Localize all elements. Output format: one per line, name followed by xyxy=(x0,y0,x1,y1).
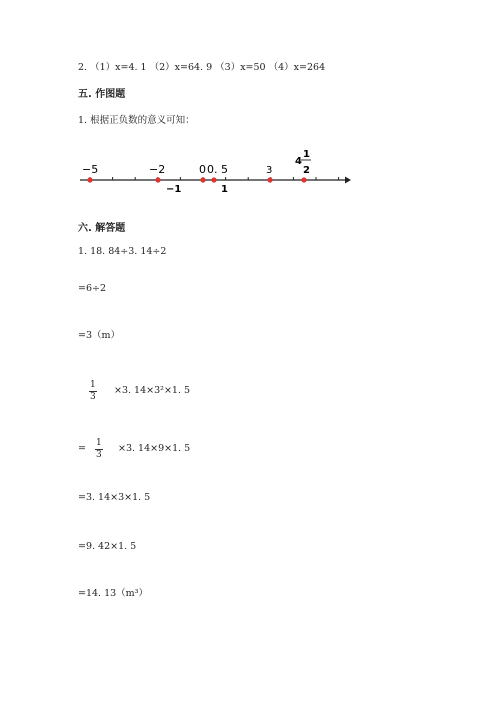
point-marker xyxy=(301,177,306,182)
mixed-number-numerator: 1 xyxy=(303,149,310,160)
tick-label: −5 xyxy=(82,163,99,176)
tick-label: 3 xyxy=(266,165,273,176)
fraction-one-third xyxy=(95,438,103,461)
solution-line-1: 1. 18. 84÷3. 14÷2 xyxy=(78,246,167,257)
arrow-right-icon xyxy=(345,177,351,184)
point-marker xyxy=(200,177,205,182)
mixed-number-denominator: 2 xyxy=(303,165,310,176)
solution-step: =14. 13（m³） xyxy=(78,588,148,599)
fraction-denominator: 3 xyxy=(90,392,96,402)
tick-label: 1 xyxy=(221,184,228,195)
point-marker xyxy=(211,177,216,182)
answer-line-2: 2. （1）x=4. 1 （2）x=64. 9 （3）x=50 （4）x=264 xyxy=(78,62,326,73)
fraction-numerator: 1 xyxy=(96,438,102,448)
tick-label: 0. 5 xyxy=(207,163,228,176)
section-five-heading: 五. 作图题 xyxy=(78,89,126,100)
fraction-numerator: 1 xyxy=(90,380,96,390)
volume-formula-line: ×3. 14×3²×1. 5 xyxy=(114,385,191,396)
equals-sign: = xyxy=(78,443,86,454)
number-line xyxy=(0,145,500,345)
tick-label: 0 xyxy=(199,163,206,176)
mixed-number-whole: 4 xyxy=(295,156,302,167)
section-five-item-1: 1. 根据正负数的意义可知： xyxy=(78,115,195,126)
tick-label: −2 xyxy=(149,163,166,176)
section-six-heading: 六. 解答题 xyxy=(78,223,126,234)
volume-formula-line: ×3. 14×9×1. 5 xyxy=(118,443,191,454)
fraction-one-third xyxy=(89,380,97,403)
solution-line-2: =6÷2 xyxy=(78,283,107,294)
solution-step: =3. 14×3×1. 5 xyxy=(78,492,151,503)
solution-step: =9. 42×1. 5 xyxy=(78,541,137,552)
point-marker xyxy=(267,177,272,182)
fraction-denominator: 3 xyxy=(96,450,102,460)
solution-line-3: =3（m） xyxy=(78,330,121,341)
point-marker xyxy=(87,177,92,182)
tick-label: −1 xyxy=(166,184,182,195)
point-marker xyxy=(155,177,160,182)
